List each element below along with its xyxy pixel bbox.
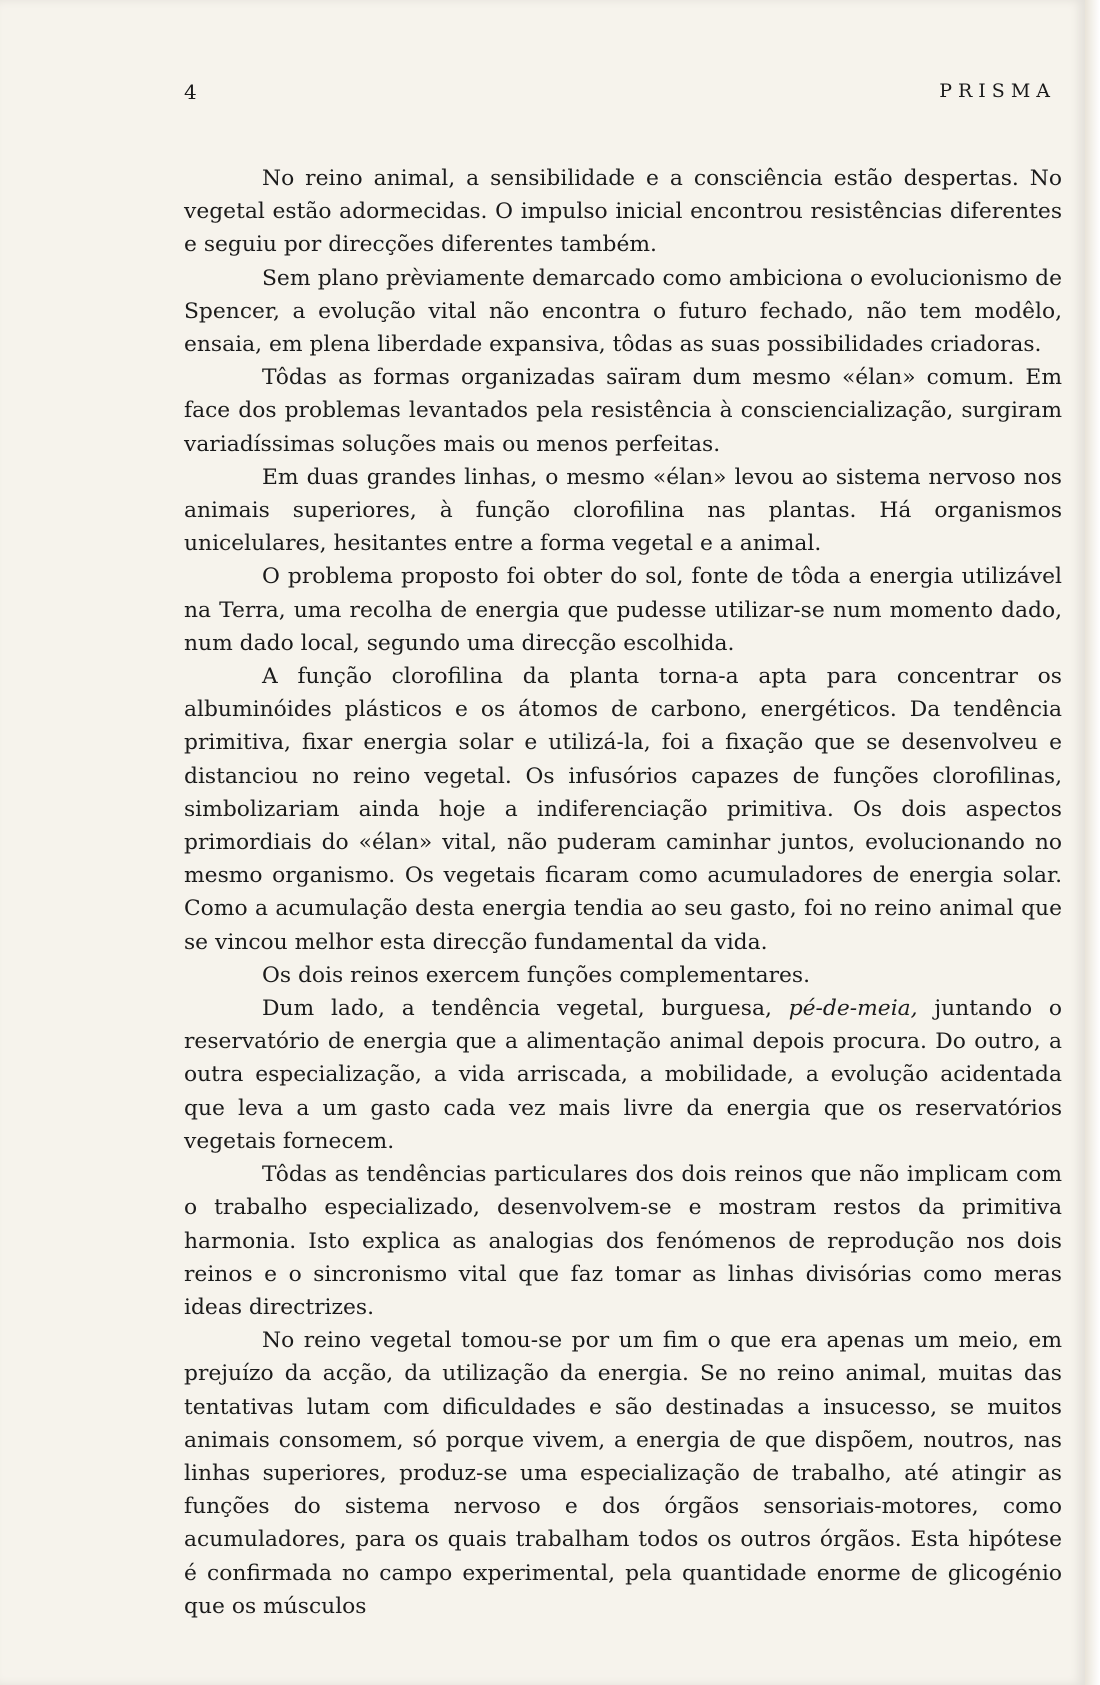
- paragraph-text: Dum lado, a tendência vegetal, burguesa,: [262, 996, 789, 1022]
- paragraph: Tôdas as tendências particulares dos dois reinos que não implicam com o trabalho especializado, desenvolvem-se e mostram restos da primitiva harmonia. Isto explica as analogias dos fenómenos de reprodução nos dois reinos e o sincronismo vital que faz tomar as linhas divisórias como meras ideas directrizes.: [184, 1162, 1062, 1320]
- paragraph: Os dois reinos exercem funções complementares.: [262, 962, 811, 988]
- paragraph: No reino vegetal tomou-se por um fim o que era apenas um meio, em prejuízo da acção, da utilização da energia. Se no reino animal, muitas das tentativas lutam com dificuldades e são destinadas a insucesso, se muitos animais consomem, só porque vivem, a energia de que dispõem, noutros, nas linhas superiores, produz-se uma especialização de trabalho, até atingir as funções do sistema nervoso e dos órgãos sensoriais-motores, como acumuladores, para os quais trabalham todos os outros órgãos. Esta hipótese é confirmada no campo experimental, pela quantidade enorme de glicogénio que os músculos: [184, 1328, 1062, 1619]
- paragraph: Sem plano prèviamente demarcado como ambiciona o evolucionismo de Spencer, a evolução vital não encontra o futuro fechado, não tem modêlo, ensaia, em plena liberdade expansiva, tôdas as suas possibilidades criadoras.: [184, 265, 1062, 358]
- running-title: PRISMA: [939, 80, 1056, 102]
- paragraph: O problema proposto foi obter do sol, fonte de tôda a energia utilizável na Terra, uma recolha de energia que pudesse utilizar-se num momento dado, num dado local, segundo uma direcção escolhida.: [184, 564, 1062, 656]
- italic-phrase: pé-de-meia,: [788, 996, 918, 1022]
- paragraph-text: juntando o reservatório de energia que a alimentação animal depois procura. Do outro, a outra especialização, a vida arriscada, a mobilidade, a evolução acidentada que leva a um gasto cada vez mais livre da energia que os reservatórios vegetais fornecem.: [184, 996, 1062, 1154]
- page-edge: [1085, 0, 1100, 1685]
- paragraph: [184, 992, 1062, 1158]
- paragraph: Tôdas as formas organizadas saïram dum mesmo «élan» comum. Em face dos problemas levantados pela resistência à consciencialização, surgiram variadíssimas soluções mais ou menos perfeitas.: [184, 365, 1062, 457]
- paragraph: No reino animal, a sensibilidade e a consciência estão despertas. No vegetal estão adormecidas. O impulso inicial encontrou resistências diferentes e seguiu por direcções diferentes também.: [184, 166, 1062, 258]
- body-text: [184, 162, 1062, 1623]
- paragraph: Em duas grandes linhas, o mesmo «élan» levou ao sistema nervoso nos animais superiores, à função clorofilina nas plantas. Há organismos unicelulares, hesitantes entre a forma vegetal e a animal.: [184, 464, 1062, 557]
- paragraph: A função clorofilina da planta torna-a apta para concentrar os albuminóides plásticos e os átomos de carbono, energéticos. Da tendência primitiva, fixar energia solar e utilizá-la, foi a fixação que se desenvolveu e distanciou no reino vegetal. Os infusórios capazes de funções clorofilinas, simbolizariam ainda hoje a indiferenciação primitiva. Os dois aspectos primordiais do «élan» vital, não puderam caminhar juntos, evolucionando no mesmo organismo. Os vegetais ficaram como acumuladores de energia solar. Como a acumulação desta energia tendia ao seu gasto, foi no reino animal que se vincou melhor esta direcção fundamental da vida.: [184, 664, 1062, 955]
- page-number: 4: [184, 80, 197, 104]
- page-header: [184, 80, 1064, 104]
